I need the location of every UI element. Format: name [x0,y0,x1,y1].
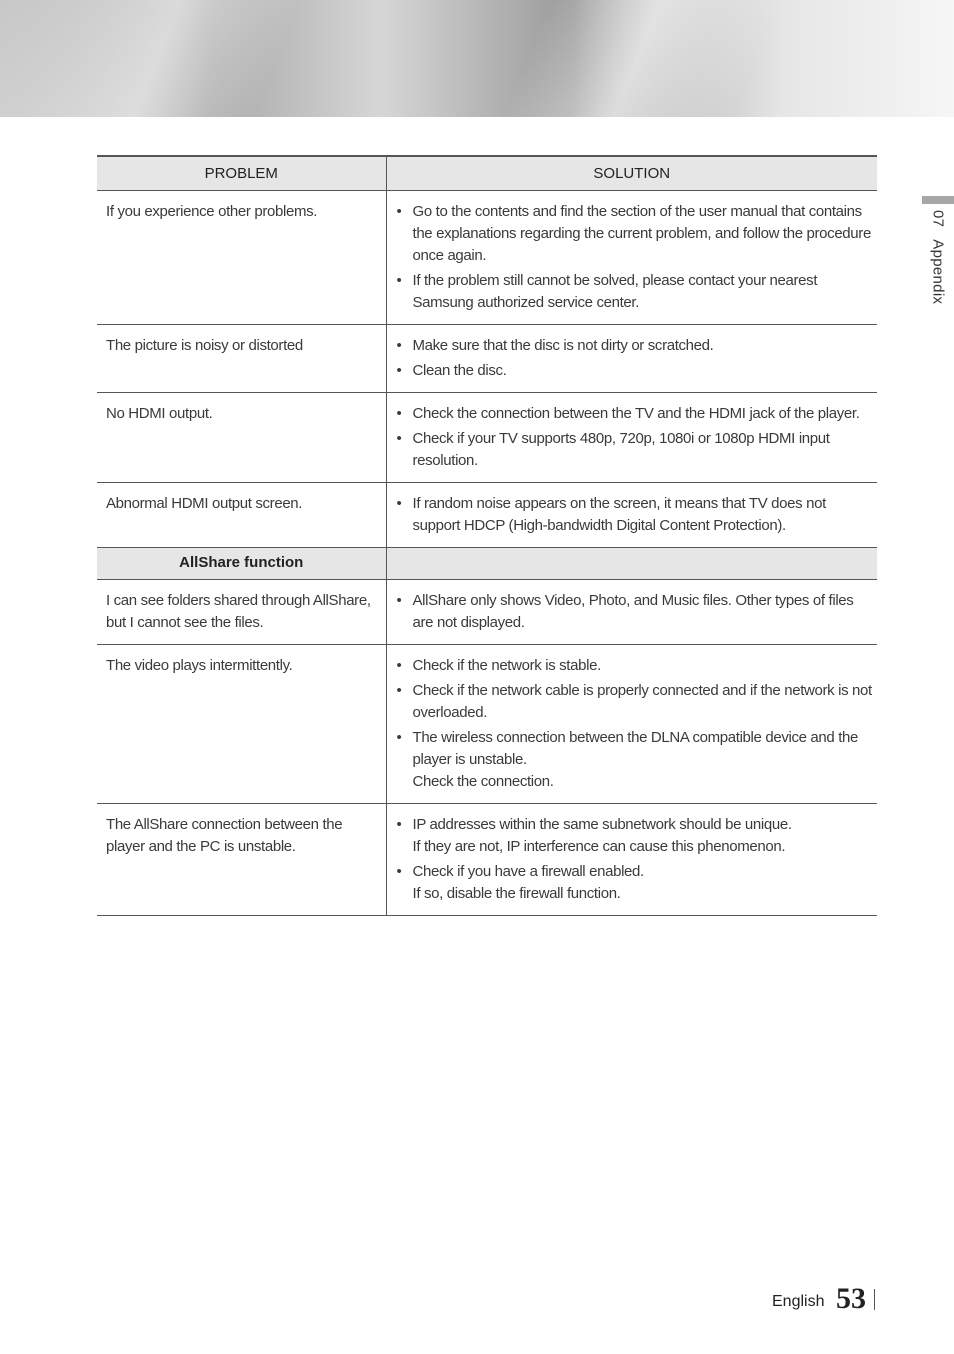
problem-cell: I can see folders shared through AllShare, but I cannot see the files. [97,580,386,645]
problem-column-header: PROBLEM [97,156,386,191]
chapter-number: 07 [929,210,947,228]
solution-list [394,590,875,634]
solution-item: • Clean the disc. [394,360,875,382]
problem-cell: No HDMI output. [97,393,386,483]
problem-cell: The video plays intermittently. [97,645,386,804]
solution-list [394,201,875,314]
table-row [97,804,877,916]
solution-item: • IP addresses within the same subnetwork should be unique. If they are not, IP interference can cause this phenomenon. [394,814,875,858]
table-row [97,393,877,483]
solution-cell [386,483,877,548]
table-row [97,645,877,804]
solution-cell [386,580,877,645]
solution-list [394,403,875,472]
footer-language: English [772,1293,825,1310]
solution-cell [386,325,877,393]
solution-item: • Check if the network cable is properly connected and if the network is not overloaded. [394,680,875,724]
section-header-row [97,548,877,580]
solution-item: • Check the connection between the TV and the HDMI jack of the player. [394,403,875,425]
section-title: AllShare function [97,548,386,580]
section-empty-cell [386,548,877,580]
solution-list [394,335,875,382]
solution-list [394,814,875,905]
solution-item: • AllShare only shows Video, Photo, and Music files. Other types of files are not displayed. [394,590,875,634]
chapter-tab-marker [922,196,954,204]
solution-cell [386,804,877,916]
page-number: 53 [836,1282,866,1315]
solution-column-header: SOLUTION [386,156,877,191]
solution-list [394,655,875,793]
footer-divider [874,1289,875,1310]
problem-cell: Abnormal HDMI output screen. [97,483,386,548]
table-row [97,325,877,393]
solution-item: • Go to the contents and find the section of the user manual that contains the explanations regarding the current problem, and follow the procedure once again. [394,201,875,267]
table-row [97,580,877,645]
solution-item: • If the problem still cannot be solved, please contact your nearest Samsung authorized service center. [394,270,875,314]
solution-item: • Check if your TV supports 480p, 720p, 1080i or 1080p HDMI input resolution. [394,428,875,472]
solution-item: • Check if you have a firewall enabled. If so, disable the firewall function. [394,861,875,905]
header-banner [0,0,954,117]
solution-cell [386,645,877,804]
table-header-row [97,156,877,191]
solution-continuation: Check the connection. [412,773,554,790]
problem-cell: If you experience other problems. [97,191,386,325]
table-row [97,483,877,548]
solution-item: • Make sure that the disc is not dirty or scratched. [394,335,875,357]
solution-item: • Check if the network is stable. [394,655,875,677]
chapter-tab [930,210,947,304]
problem-cell: The picture is noisy or distorted [97,325,386,393]
solution-continuation: If they are not, IP interference can cause this phenomenon. [412,838,786,855]
solution-cell [386,191,877,325]
solution-list [394,493,875,537]
solution-item: • If random noise appears on the screen, it means that TV does not support HDCP (High-bandwidth Digital Content Protection). [394,493,875,537]
solution-continuation: If so, disable the firewall function. [412,885,621,902]
solution-cell [386,393,877,483]
chapter-title: Appendix [929,239,947,305]
table-row [97,191,877,325]
problem-cell: The AllShare connection between the player and the PC is unstable. [97,804,386,916]
solution-item: • The wireless connection between the DLNA compatible device and the player is unstable. Check the connection. [394,727,875,793]
troubleshooting-table [97,155,877,916]
